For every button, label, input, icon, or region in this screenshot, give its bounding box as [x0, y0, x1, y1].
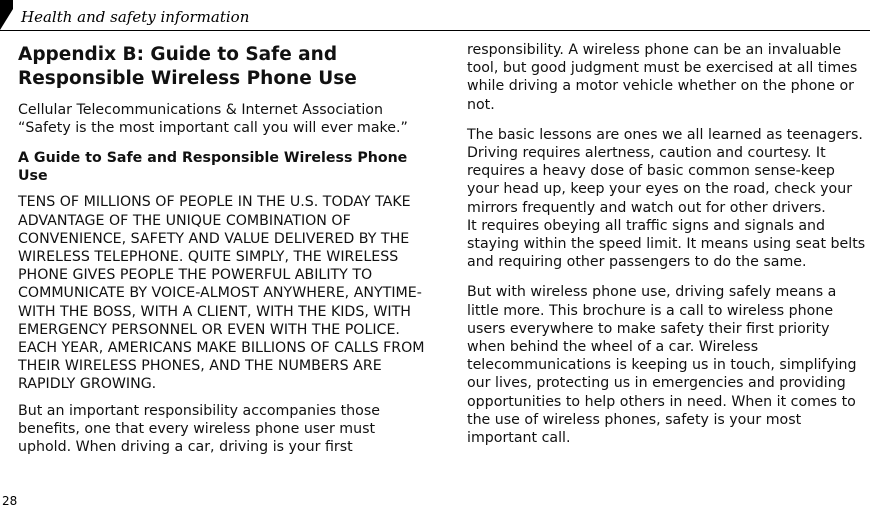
section-title: Health and safety information: [21, 8, 250, 26]
basic-lessons-text-2: It requires obeying all traffic signs and signals and staying within the speed limit. It means using seat belts and requiring other passengers to do the same.: [467, 217, 866, 271]
wireless-use-paragraph: But with wireless phone use, driving safely means a little more. This brochure is a call to wireless phone users everywhere to make safety their first priority when behind the wheel of a car. Wireless telecommunications is keeping us in touch, simplifying our lives, protecting us in emergencies and providing opportunities to help others in need. When it comes to the use of wireless phones, safety is your most important call.: [467, 284, 857, 447]
left-column: [18, 41, 430, 465]
responsibility-paragraph: But an important responsibility accompanies those benefits, one that every wireless phone user must uphold. When driving a car, driving is your first: [18, 402, 380, 456]
source-quote-block: [18, 101, 430, 137]
basic-lessons-paragraph: [467, 126, 867, 272]
basic-lessons-text-1: The basic lessons are ones we all learned as teenagers. Driving requires alertness, caution and courtesy. It requires a heavy dose of basic common sense-keep your head up, keep your eyes on the road, check your mirrors frequently and watch out for other drivers.: [467, 126, 863, 216]
continued-paragraph: responsibility. A wireless phone can be an invaluable tool, but good judgment must be exercised at all times while driving a motor vehicle whether on the phone or not.: [467, 42, 858, 113]
right-column: [467, 41, 867, 456]
guide-subheading: A Guide to Safe and Responsible Wireless Phone Use: [18, 150, 408, 185]
header-rule: [0, 30, 870, 31]
page-number: 28: [2, 494, 18, 508]
caps-paragraph: TENS OF MILLIONS OF PEOPLE IN THE U.S. TODAY TAKE ADVANTAGE OF THE UNIQUE COMBINATION OF CONVENIENCE, SAFETY AND VALUE DELIVERED BY THE WIRELESS TELEPHONE. QUITE SIMPLY, THE WIRELESS PHONE GIVES PEOPLE THE POWERFUL ABILITY TO COMMUNICATE BY VOICE-ALMOST ANYWHERE, ANYTIME-WITH THE BOSS, WITH A CLIENT, WITH THE KIDS, WITH EMERGENCY PERSONNEL OR EVEN WITH THE POLICE. EACH YEAR, AMERICANS MAKE BILLIONS OF CALLS FROM THEIR WIRELESS PHONES, AND THE NUMBERS ARE RAPIDLY GROWING.: [18, 194, 425, 393]
source-line: Cellular Telecommunications & Internet Association: [18, 102, 383, 118]
appendix-heading: Appendix B: Guide to Safe and Responsible Wireless Phone Use: [18, 44, 357, 89]
page-header: [0, 0, 870, 32]
safety-quote: “Safety is the most important call you will ever make.”: [18, 120, 408, 137]
header-accent-bar: [0, 0, 13, 30]
